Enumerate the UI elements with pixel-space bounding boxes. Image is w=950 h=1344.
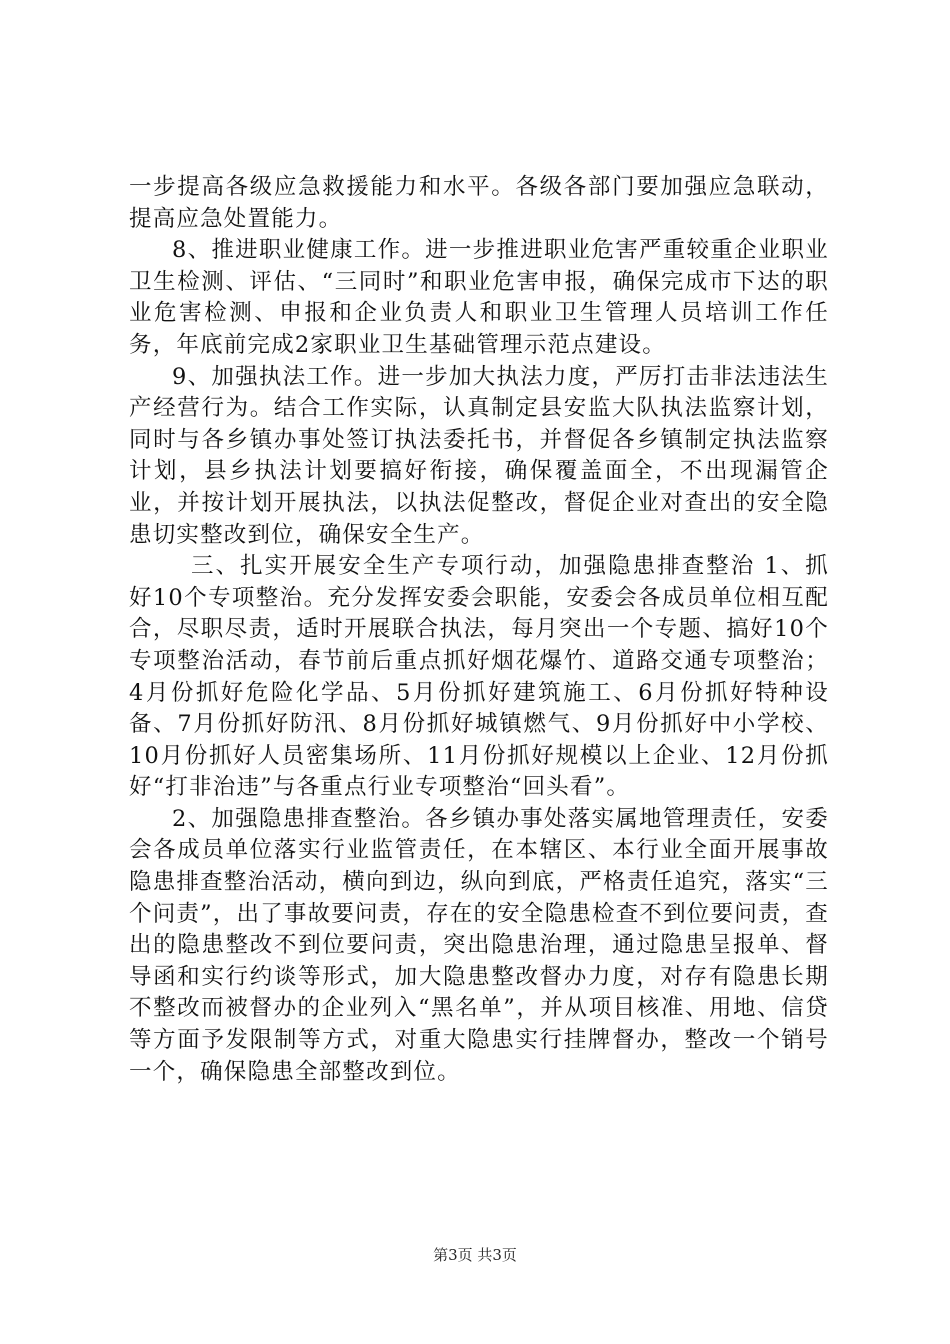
paragraph-continuation: 一步提高各级应急救援能力和水平。各级各部门要加强应急联动，提高应急处置能力。 bbox=[129, 174, 829, 232]
paragraph-special-campaign: 三、扎实开展安全生产专项行动，加强隐患排查整治 1、抓好10个专项整治。充分发挥安委会职能，安委会各成员单位相互配合，尽职尽责，适时开展联合执法，每月突出一个专题、搞好10个专项整治活动，春节前后重点抓好烟花爆竹、道路交通专项整治；4月份抓好危险化学品、5月份抓好建筑施工、6月份抓好特种设备、7月份抓好防汛、8月份抓好城镇燃气、9月份抓好中小学校、10月份抓好人员密集场所、11月份抓好规模以上企业、12月份抓好“打非治违”与各重点行业专项整治“回头看”。 bbox=[129, 553, 829, 801]
page-footer: 第3页 共3页 bbox=[433, 1246, 517, 1264]
paragraph-law-enforcement: 9、加强执法工作。进一步加大执法力度，严厉打击非法违法生产经营行为。结合工作实际，认真制定县安监大队执法监察计划，同时与各乡镇办事处签订执法委托书，并督促各乡镇制定执法监察计划，县乡执法计划要搞好衔接，确保覆盖面全，不出现漏管企业，并按计划开展执法，以执法促整改，督促企业对查出的安全隐患切实整改到位，确保安全生产。 bbox=[129, 363, 829, 548]
paragraph-occupational-health: 8、推进职业健康工作。进一步推进职业危害严重较重企业职业卫生检测、评估、“三同时”和职业危害申报，确保完成市下达的职业危害检测、申报和企业负责人和职业卫生管理人员培训工作任务，年底前完成2家职业卫生基础管理示范点建设。 bbox=[129, 237, 829, 358]
document-body bbox=[129, 172, 829, 1088]
paragraph-hazard-inspection: 2、加强隐患排查整治。各乡镇办事处落实属地管理责任，安委会各成员单位落实行业监管责任，在本辖区、本行业全面开展事故隐患排查整治活动，横向到边，纵向到底，严格责任追究，落实“三个问责”，出了事故要问责，存在的安全隐患检查不到位要问责，查出的隐患整改不到位要问责，突出隐患治理，通过隐患呈报单、督导函和实行约谈等形式，加大隐患整改督办力度，对存有隐患长期不整改而被督办的企业列入“黑名单”，并从项目核准、用地、信贷等方面予发限制等方式，对重大隐患实行挂牌督办，整改一个销号一个，确保隐患全部整改到位。 bbox=[129, 805, 830, 1085]
